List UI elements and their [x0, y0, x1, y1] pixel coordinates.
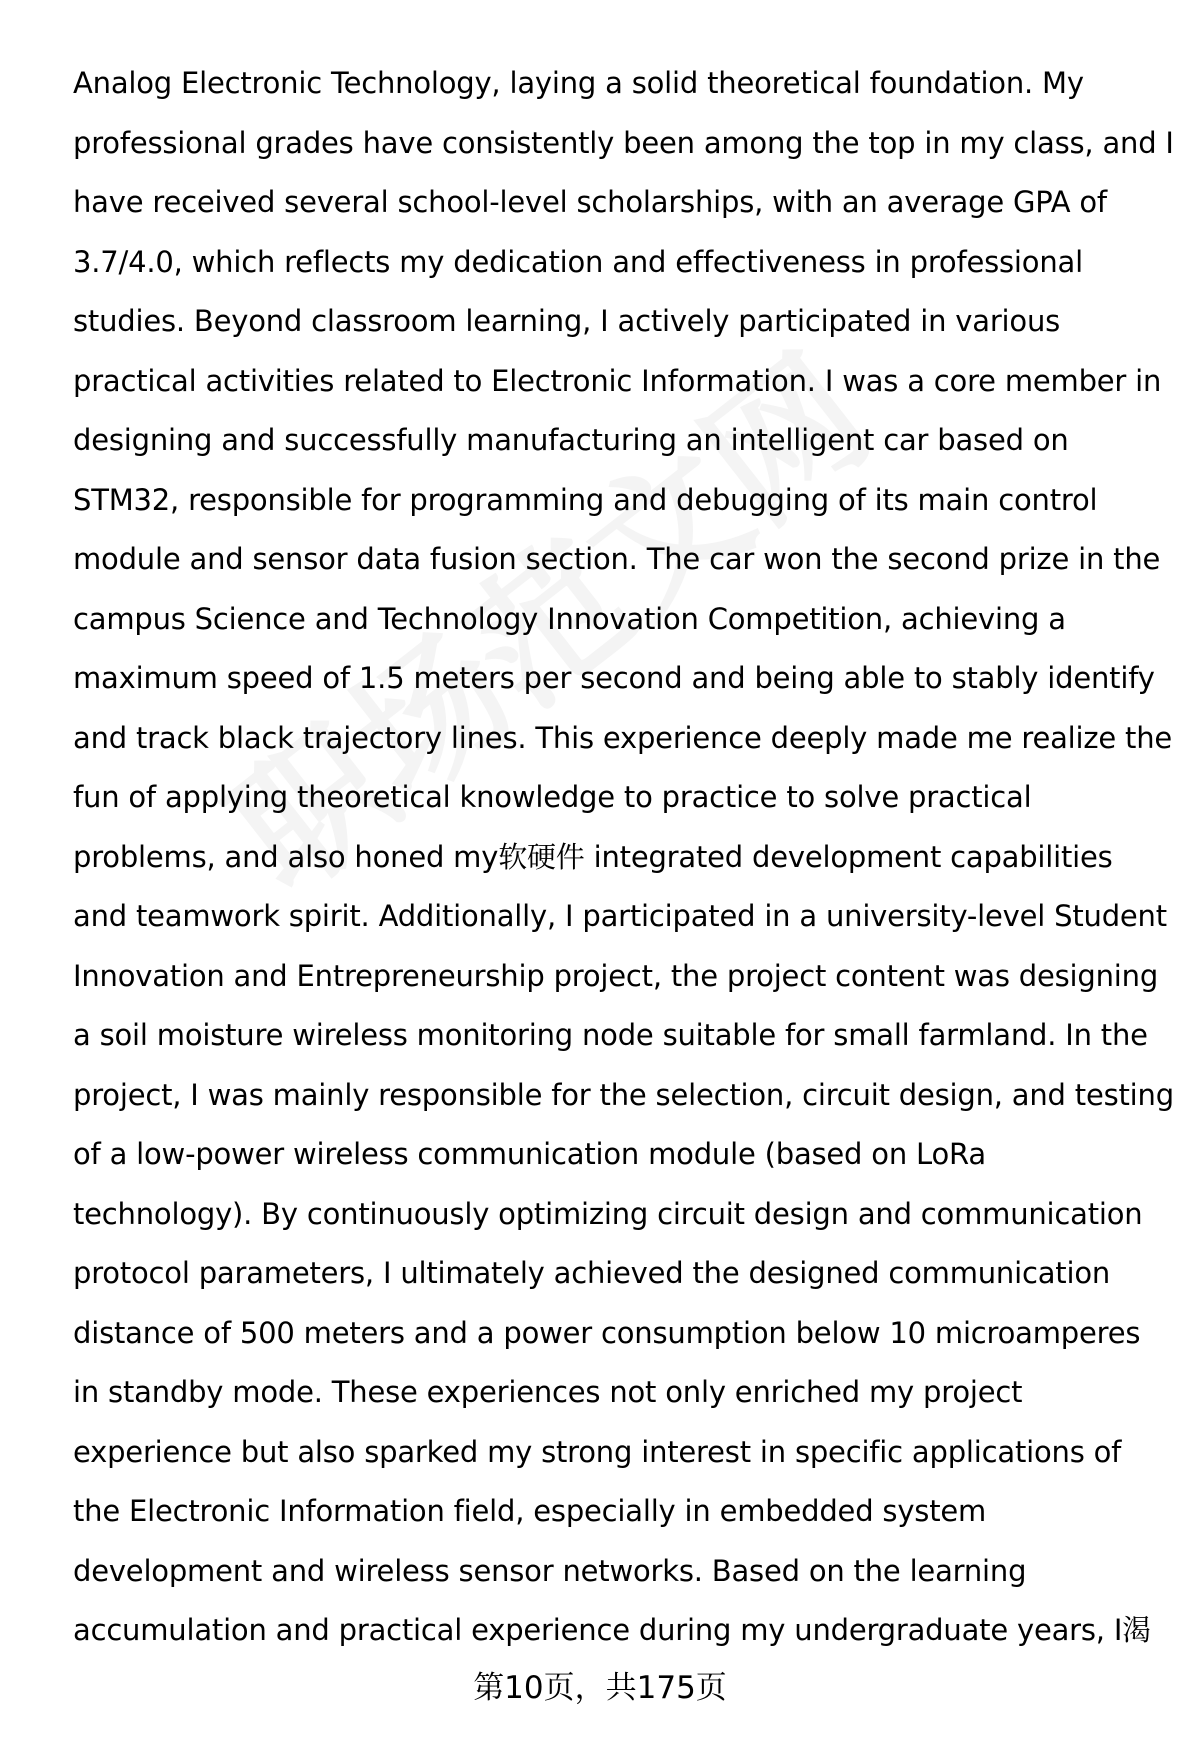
body-text [73, 54, 1173, 1661]
text-line: problems, and also honed my软硬件 integrated development capabilities [73, 839, 1113, 874]
text-line: project, I was mainly responsible for the selection, circuit design, and testing [73, 1077, 1174, 1112]
text-line: the Electronic Information field, especially in embedded system [73, 1494, 987, 1528]
text-line: practical activities related to Electronic Information. I was a core member in [73, 363, 1162, 398]
text-line: campus Science and Technology Innovation Competition, achieving a [73, 601, 1066, 636]
text-line: in standby mode. These experiences not only enriched my project [73, 1375, 1023, 1409]
text-line: a soil moisture wireless monitoring node suitable for small farmland. In the [73, 1018, 1148, 1052]
text-line: 3.7/4.0, which reflects my dedication and effectiveness in professional [73, 244, 1083, 279]
text-line: studies. Beyond classroom learning, I actively participated in various [73, 304, 1061, 338]
text-line: module and sensor data fusion section. The car won the second prize in the [73, 542, 1161, 576]
text-line: development and wireless sensor networks. Based on the learning [73, 1553, 1027, 1588]
text-line: Analog Electronic Technology, laying a solid theoretical foundation. My [73, 66, 1084, 100]
text-line: maximum speed of 1.5 meters per second and being able to stably identify [73, 661, 1155, 695]
page-number-footer: 第10页，共175页 [473, 1670, 727, 1706]
text-line: technology). By continuously optimizing circuit design and communication [73, 1196, 1143, 1231]
text-line: of a low-power wireless communication module (based on LoRa [73, 1137, 986, 1171]
text-line: have received several school-level scholarships, with an average GPA of [73, 185, 1107, 219]
text-line: and track black trajectory lines. This experience deeply made me realize the [73, 720, 1173, 755]
text-line: distance of 500 meters and a power consumption below 10 microamperes [73, 1315, 1141, 1350]
text-line: experience but also sparked my strong interest in specific applications of [73, 1434, 1122, 1469]
text-line: Innovation and Entrepreneurship project, the project content was designing [73, 958, 1159, 993]
text-line: fun of applying theoretical knowledge to practice to solve practical [73, 780, 1032, 814]
text-line: STM32, responsible for programming and debugging of its main control [73, 482, 1098, 517]
text-line: protocol parameters, I ultimately achieved the designed communication [73, 1256, 1111, 1290]
text-line: professional grades have consistently been among the top in my class, and I [73, 125, 1174, 160]
text-line: designing and successfully manufacturing an intelligent car based on [73, 423, 1069, 457]
text-line: and teamwork spirit. Additionally, I participated in a university-level Student [73, 899, 1167, 933]
text-line: accumulation and practical experience during my undergraduate years, I渴 [73, 1613, 1151, 1647]
